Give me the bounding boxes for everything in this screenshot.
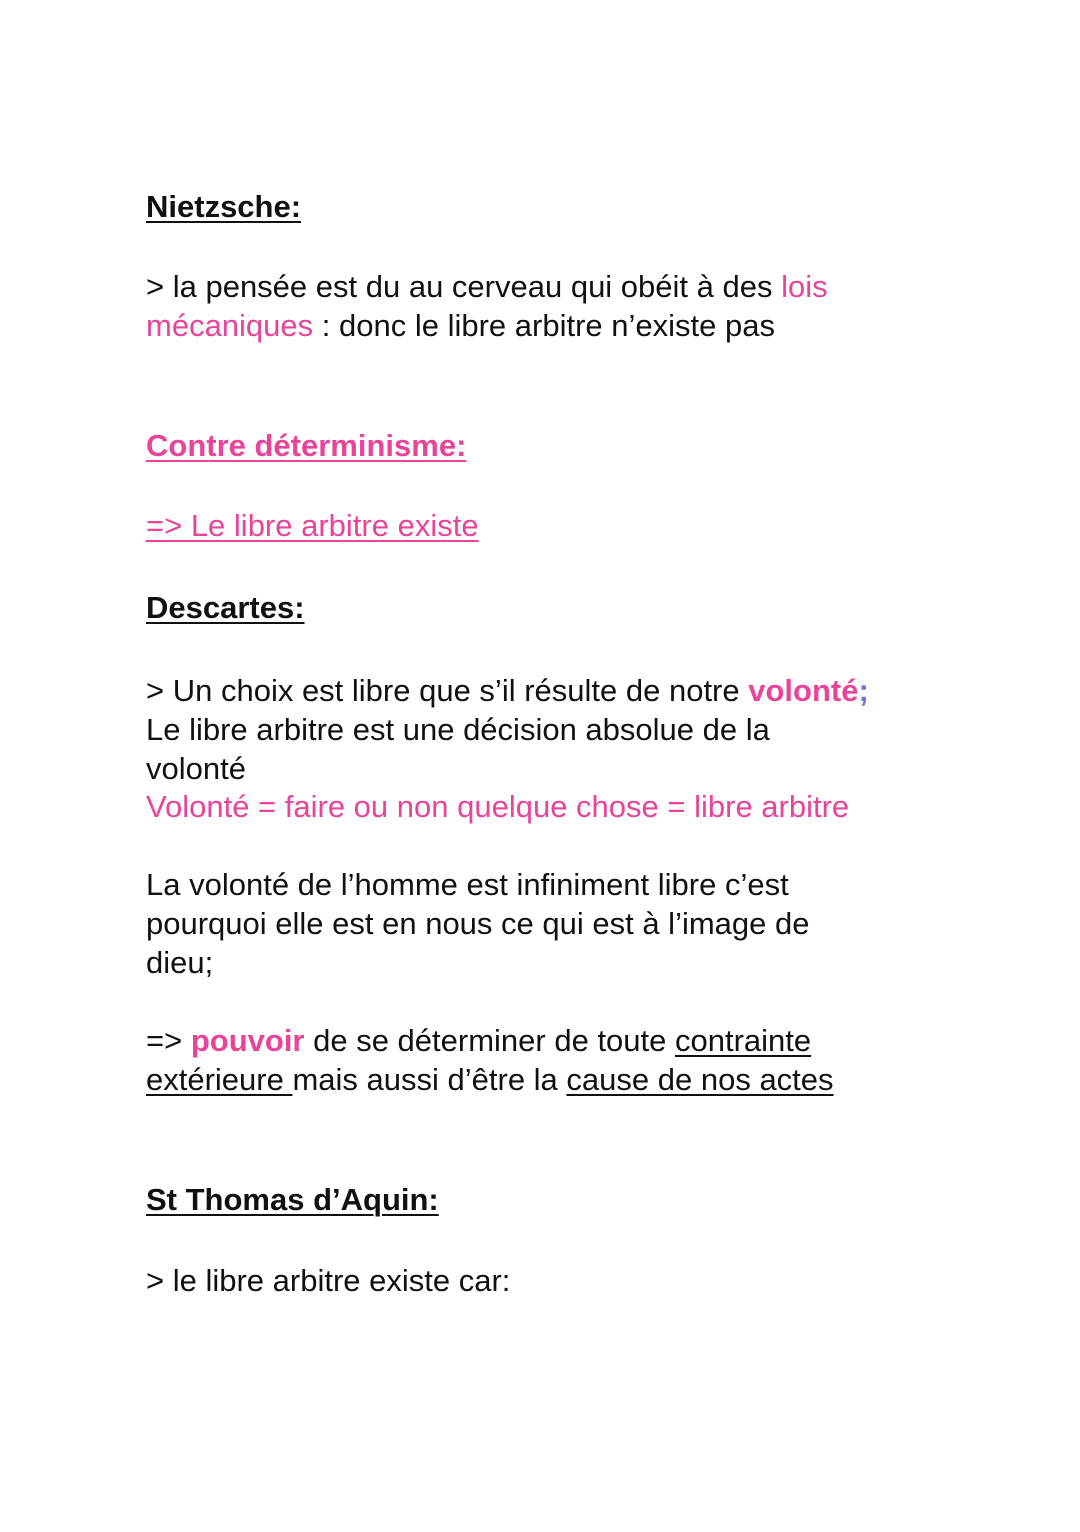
document-page — [146, 0, 1026, 1532]
nietzsche-line-2 — [146, 306, 775, 345]
power-text-2: mais aussi d’être la — [292, 1062, 567, 1097]
descartes-text-1: > Un choix est libre que s’il résulte de notre — [146, 673, 749, 708]
contre-conclusion: => Le libre arbitre existe — [146, 508, 479, 543]
underlined-contrainte: contrainte — [675, 1023, 812, 1058]
heading-descartes: Descartes: — [146, 590, 305, 625]
descartes-line-3: volonté — [146, 751, 246, 786]
underlined-cause: cause de nos actes — [566, 1062, 834, 1097]
nietzsche-text: > la pensée est du au cerveau qui obéit à des — [146, 269, 782, 304]
semicolon: ; — [858, 673, 869, 708]
highlight-lois: lois — [781, 269, 828, 304]
highlight-volonte: volonté — [748, 673, 859, 708]
descartes-line-1 — [146, 671, 869, 710]
descartes-power-line-1 — [146, 1021, 811, 1060]
descartes-para2-line-2: pourquoi elle est en nous ce qui est à l’image de — [146, 906, 810, 941]
nietzsche-line-1 — [146, 267, 828, 306]
power-text: de se déterminer de toute — [304, 1023, 676, 1058]
descartes-power-line-2 — [146, 1060, 834, 1099]
highlight-mecaniques: mécaniques — [146, 308, 314, 343]
arrow-text: => — [146, 1023, 191, 1058]
nietzsche-text-2: : donc le libre arbitre n’existe pas — [313, 308, 775, 343]
descartes-line-2: Le libre arbitre est une décision absolue de la — [146, 712, 770, 747]
descartes-para2-line-3: dieu; — [146, 945, 214, 980]
heading-thomas: St Thomas d’Aquin: — [146, 1182, 439, 1217]
descartes-para2-line-1: La volonté de l’homme est infiniment libre c’est — [146, 867, 789, 902]
thomas-line-1: > le libre arbitre existe car: — [146, 1263, 511, 1298]
descartes-definition: Volonté = faire ou non quelque chose = libre arbitre — [146, 789, 850, 824]
underlined-exterieure: extérieure — [146, 1062, 293, 1097]
highlight-pouvoir: pouvoir — [190, 1023, 305, 1058]
heading-nietzsche: Nietzsche: — [146, 189, 302, 224]
heading-contre-determinisme: Contre déterminisme: — [146, 428, 467, 463]
